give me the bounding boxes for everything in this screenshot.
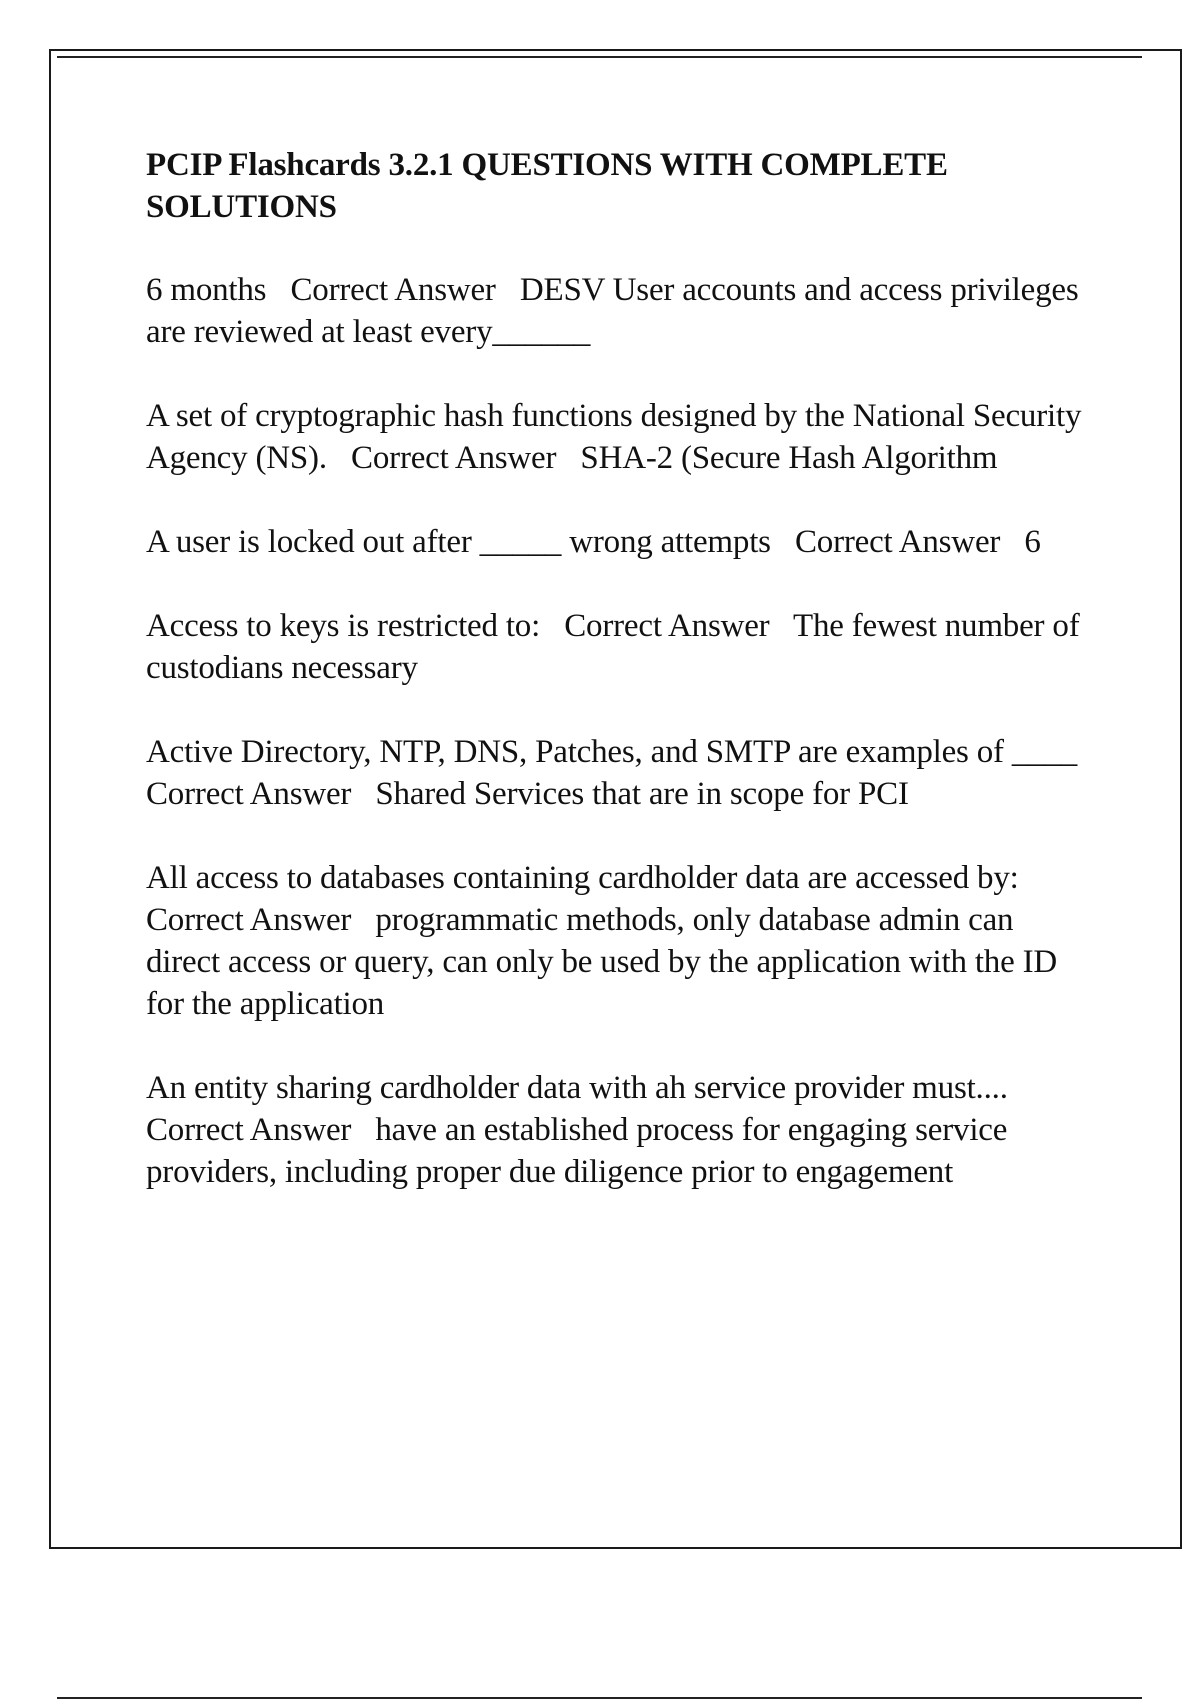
- flashcard-item: All access to databases containing cardholder data are accessed by: Correct Answer programmatic methods, only database admin can direct access or query, can only be used by the application with the ID for the application: [146, 860, 1066, 1022]
- document-title: PCIP Flashcards 3.2.1 QUESTIONS WITH COMPLETE SOLUTIONS: [146, 147, 948, 225]
- flashcard-item: An entity sharing cardholder data with ah service provider must.... Correct Answer have an established process for engaging service providers, including proper due diligence prior to engagement: [146, 1070, 1032, 1190]
- footer-rule: [57, 1697, 1142, 1699]
- document-body: [146, 144, 1102, 1235]
- flashcard-item: Access to keys is restricted to: Correct Answer The fewest number of custodians necessary: [146, 608, 1088, 686]
- flashcard-item: Active Directory, NTP, DNS, Patches, and SMTP are examples of ____ Correct Answer Shared Services that are in scope for PCI: [146, 734, 1102, 812]
- flashcard-item: A set of cryptographic hash functions designed by the National Security Agency (NS). Correct Answer SHA-2 (Secure Hash Algorithm: [146, 398, 1088, 476]
- flashcard-item: 6 months Correct Answer DESV User accounts and access privileges are reviewed at least every______: [146, 272, 1087, 350]
- header-rule: [57, 56, 1142, 58]
- flashcard-item: A user is locked out after _____ wrong attempts Correct Answer 6: [146, 524, 1041, 560]
